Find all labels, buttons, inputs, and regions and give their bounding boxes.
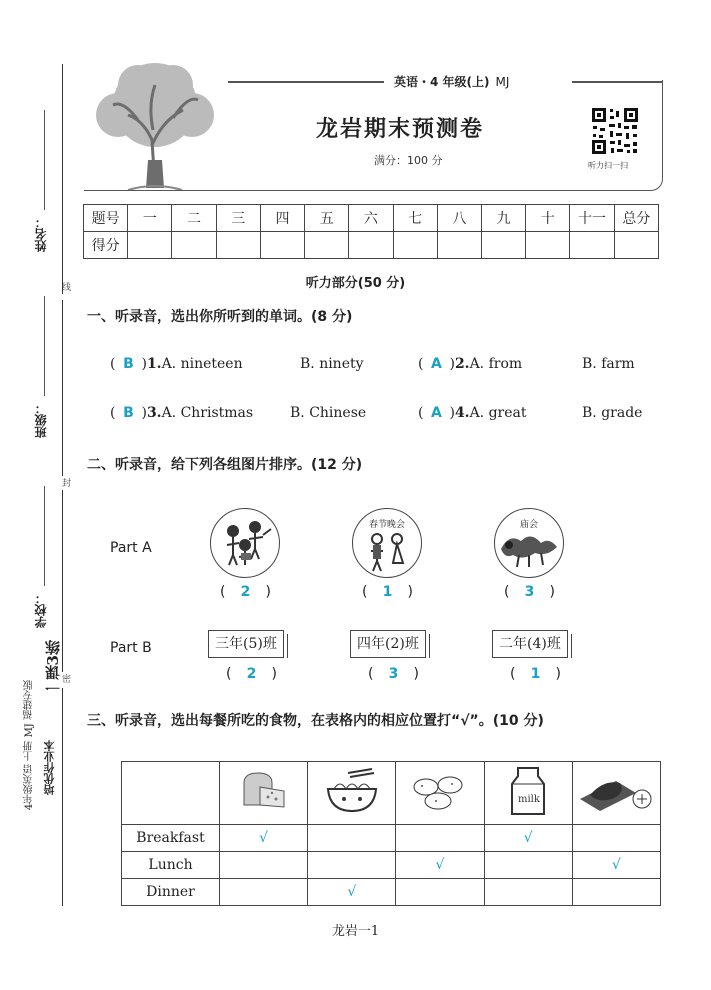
meal-row-lunch [122, 852, 661, 879]
score-cell[interactable] [349, 232, 393, 259]
score-header-cell: 题号 [84, 205, 128, 232]
binding-seal-char: 封 [60, 478, 70, 487]
meal-name: Dinner [122, 879, 220, 906]
mark-cell[interactable] [220, 852, 308, 879]
question-number: 1. [146, 356, 162, 372]
page-footer: 龙岩一1 [331, 924, 380, 939]
question-4: ( A )4.A. great [418, 405, 527, 421]
order-answer[interactable]: 1 [530, 666, 541, 682]
milk-icon [484, 762, 572, 825]
score-header-row [84, 205, 659, 232]
order-answer[interactable]: 2 [246, 666, 257, 682]
noodles-icon [308, 762, 396, 825]
score-cell[interactable] [437, 232, 481, 259]
question-number: 2. [454, 356, 470, 372]
option-a: A. great [469, 405, 527, 421]
mark-cell[interactable] [484, 852, 572, 879]
binding-line-char: 线 [60, 282, 70, 291]
score-value-row [84, 232, 659, 259]
mark-cell[interactable] [484, 879, 572, 906]
mark-cell[interactable]: √ [572, 852, 660, 879]
answer-2[interactable]: A [431, 356, 442, 372]
section3-title: 三、听录音，选出每餐所吃的食物，在表格内的相应位置打“√”。(10 分) [87, 713, 544, 729]
score-header-cell: 九 [481, 205, 525, 232]
binding-close-char: 密 [60, 674, 70, 683]
section1-title: 一、听录音，选出你所听到的单词。(8 分) [87, 309, 353, 325]
picture-caption: 庙会 [519, 520, 538, 530]
score-header-cell: 总分 [614, 205, 658, 232]
score-header-cell: 二 [172, 205, 216, 232]
picture-kids-music [210, 508, 280, 578]
answer-3[interactable]: B [123, 405, 134, 421]
score-cell[interactable] [128, 232, 172, 259]
score-cell[interactable] [260, 232, 304, 259]
order-answer[interactable]: 3 [524, 584, 535, 600]
mark-cell[interactable] [572, 825, 660, 852]
score-row-label: 得分 [84, 232, 128, 259]
brand-main: 一课3练 [44, 640, 62, 696]
mark-cell[interactable]: √ [396, 852, 484, 879]
mark-cell[interactable]: √ [220, 825, 308, 852]
header-rule-left [228, 81, 384, 83]
svg-text:milk: milk [518, 794, 541, 805]
part-b-answer-3: ( 1 ) [510, 666, 561, 682]
mark-cell[interactable] [396, 825, 484, 852]
meal-name: Lunch [122, 852, 220, 879]
meal-table [121, 761, 661, 906]
mark-cell[interactable]: √ [308, 879, 396, 906]
option-b-2: B. farm [582, 356, 635, 372]
subject-text: 英语・4 年级(上) [394, 75, 490, 89]
binding-line-top [62, 64, 63, 294]
part-b-answer-2: ( 3 ) [368, 666, 419, 682]
picture-caption: 春节晚会 [368, 520, 405, 530]
score-cell[interactable] [570, 232, 614, 259]
name-blank[interactable] [44, 110, 45, 210]
qr-label: 听力扫一扫 [588, 161, 628, 170]
empty-corner [122, 762, 220, 825]
full-score: 满分：100 分 [374, 154, 443, 167]
class-label: 班级： [34, 402, 48, 438]
school-label: 学校： [34, 592, 48, 628]
meal-row-dinner [122, 879, 661, 906]
score-cell[interactable] [393, 232, 437, 259]
score-header-cell: 十 [526, 205, 570, 232]
class-blank[interactable] [44, 296, 45, 396]
mark-cell[interactable]: √ [484, 825, 572, 852]
option-b-4: B. grade [582, 405, 643, 421]
class-sign-1: 三年(5)班 [208, 630, 284, 658]
class-sign-2: 四年(2)班 [350, 630, 426, 658]
page-title: 龙岩期末预测卷 [316, 116, 485, 142]
score-header-cell: 五 [305, 205, 349, 232]
part-a-answer-1: ( 2 ) [220, 584, 271, 600]
score-cell[interactable] [614, 232, 658, 259]
mark-cell[interactable] [572, 879, 660, 906]
question-2: ( A )2.A. from [418, 356, 523, 372]
mark-cell[interactable] [308, 825, 396, 852]
bread-icon [220, 762, 308, 825]
order-answer[interactable]: 1 [382, 584, 393, 600]
picture-temple-fair [494, 508, 564, 578]
score-header-cell: 一 [128, 205, 172, 232]
option-b-3: B. Chinese [290, 405, 367, 421]
option-a: A. nineteen [161, 356, 243, 372]
brand-logo [2, 640, 66, 870]
mark-cell[interactable] [220, 879, 308, 906]
score-cell[interactable] [172, 232, 216, 259]
answer-1[interactable]: B [123, 356, 134, 372]
question-number: 4. [454, 405, 470, 421]
score-header-cell: 十一 [570, 205, 614, 232]
score-cell[interactable] [481, 232, 525, 259]
order-answer[interactable]: 2 [240, 584, 251, 600]
option-a: A. from [469, 356, 523, 372]
picture-spring-gala [352, 508, 422, 578]
mark-cell[interactable] [308, 852, 396, 879]
score-header-cell: 八 [437, 205, 481, 232]
option-b-1: B. ninety [300, 356, 364, 372]
score-table [83, 204, 659, 259]
part-b-label: Part B [110, 640, 152, 656]
listening-title: 听力部分(50 分) [305, 276, 406, 291]
subject-line [394, 73, 509, 90]
score-header-cell: 三 [216, 205, 260, 232]
answer-4[interactable]: A [431, 405, 442, 421]
section2-title: 二、听录音，给下列各组图片排序。(12 分) [87, 457, 363, 473]
score-header-cell: 四 [260, 205, 304, 232]
beef-icon [572, 762, 660, 825]
version-text: MJ [495, 75, 510, 89]
header-rule-right [572, 81, 662, 83]
question-3: ( B )3.A. Christmas [110, 405, 254, 421]
meal-row-breakfast [122, 825, 661, 852]
score-cell[interactable] [526, 232, 570, 259]
school-blank[interactable] [44, 486, 45, 586]
part-a-answer-2: ( 1 ) [362, 584, 413, 600]
meal-name: Breakfast [122, 825, 220, 852]
part-a-label: Part A [110, 540, 152, 556]
question-1: ( B )1.A. nineteen [110, 356, 243, 372]
score-header-cell: 六 [349, 205, 393, 232]
meal-header-row [122, 762, 661, 825]
score-cell[interactable] [305, 232, 349, 259]
qr-code-icon[interactable] [590, 106, 640, 156]
class-sign-3: 二年(4)班 [492, 630, 568, 658]
part-a-answer-3: ( 3 ) [504, 584, 555, 600]
score-header-cell: 七 [393, 205, 437, 232]
brand-sub: 培优作业本 [43, 740, 56, 795]
score-cell[interactable] [216, 232, 260, 259]
potatoes-icon [396, 762, 484, 825]
question-number: 3. [146, 405, 162, 421]
order-answer[interactable]: 3 [388, 666, 399, 682]
option-a: A. Christmas [161, 405, 254, 421]
part-b-answer-1: ( 2 ) [226, 666, 277, 682]
mark-cell[interactable] [396, 879, 484, 906]
brand-edition: 4年级英语 上册 MJ 福建专版 [24, 680, 35, 811]
binding-line-mid [62, 300, 63, 476]
name-label: 姓名： [34, 216, 48, 252]
